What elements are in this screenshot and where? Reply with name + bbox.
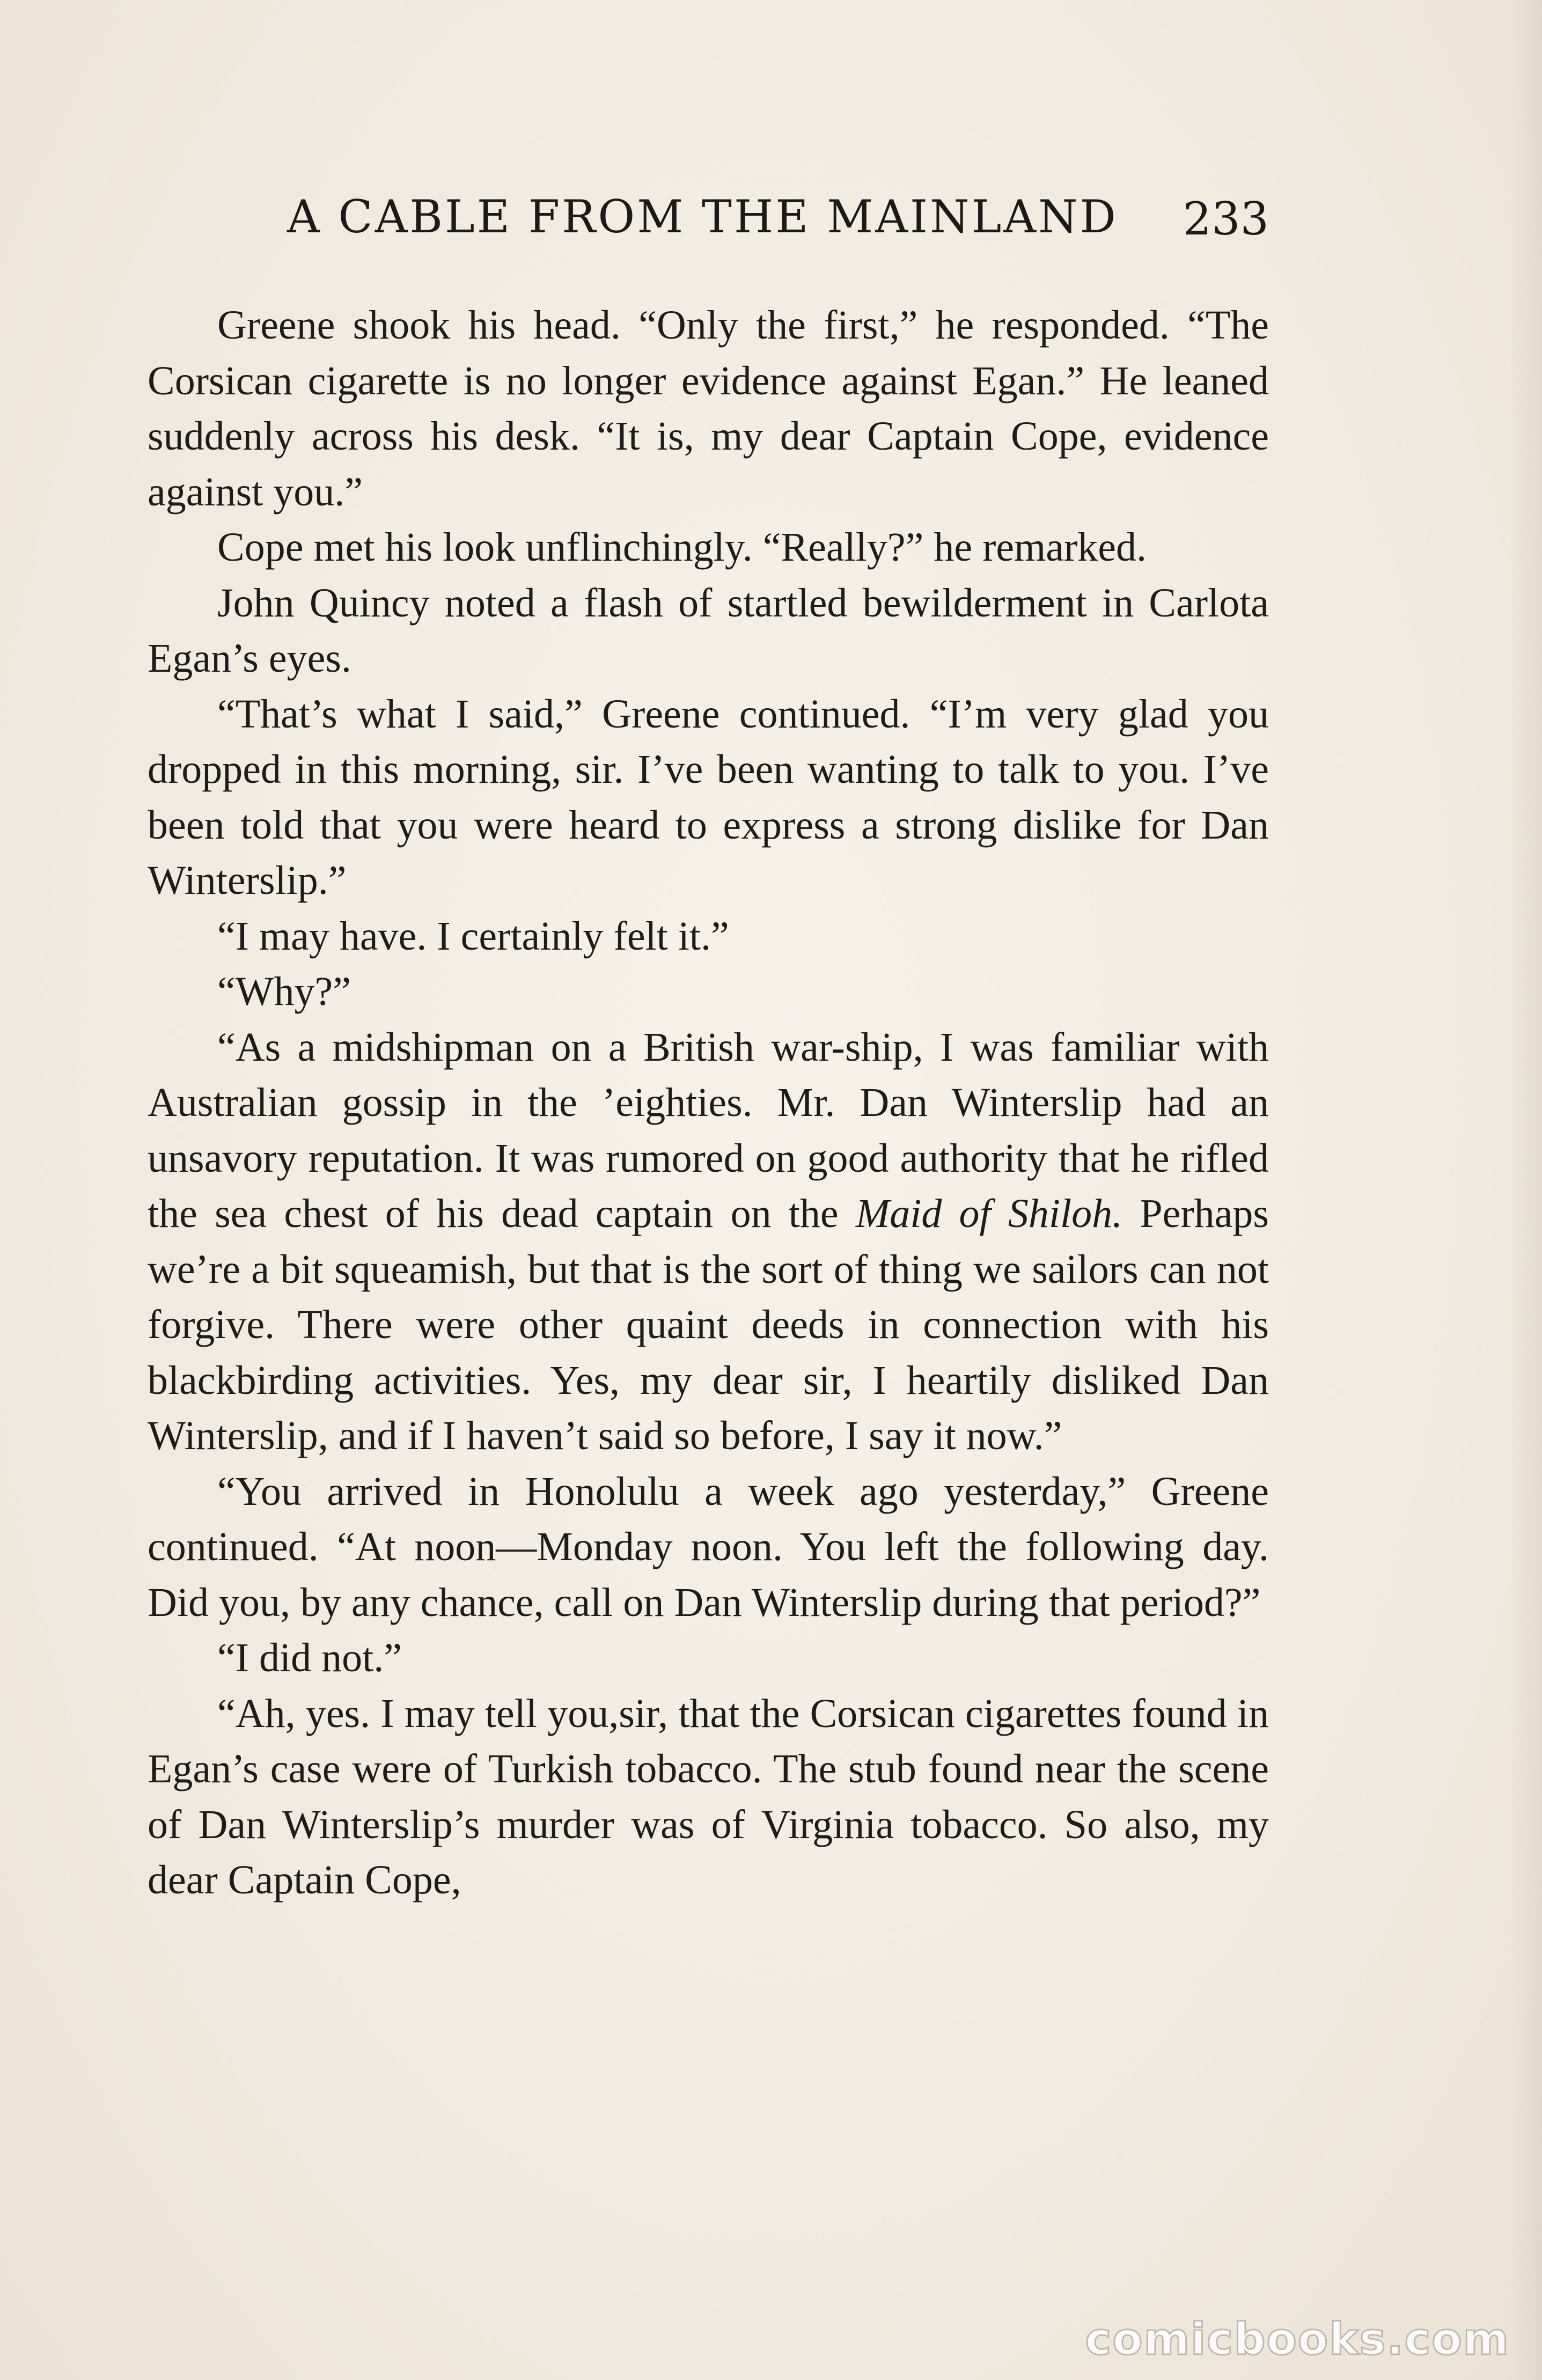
running-head: A CABLE FROM THE MAINLAND xyxy=(287,190,1118,243)
paragraph-text: “As a midshipman on a British war-ship, I was familiar with Australian gossip in the ’eighties. Mr. Dan Winterslip had an unsavory reputation. It was rumored on good authority that he rifled the sea chest of his dead captain on the xyxy=(148,1024,1269,1236)
paragraph: “I may have. I certainly felt it.” xyxy=(217,913,729,959)
paragraph: Cope met his look unflinchingly. “Really?” he remarked. xyxy=(217,525,1147,570)
paragraph-text: Perhaps we’re a bit squeamish, but that is the sort of thing we sailors can not forgive. There were other quaint deeds in connection with his blackbirding activities. Yes, my dear sir, I heartily disliked Dan Winterslip, and if I haven’t said so before, I say it now.” xyxy=(148,1191,1269,1458)
paragraph: Greene shook his head. “Only the first,” he responded. “The Corsican cigarette is no longer evidence against Egan.” He leaned suddenly across his desk. “It is, my dear Captain Cope, evidence against you.” xyxy=(148,303,1269,515)
paragraph xyxy=(148,1020,1269,1464)
body-text xyxy=(148,298,1269,1908)
watermark: comicbooks.com xyxy=(1085,2314,1510,2365)
paragraph: “That’s what I said,” Greene continued. “I’m very glad you dropped in this morning, sir. I’ve been wanting to talk to you. I’ve been told that you were heard to express a strong dislike for Dan Winterslip.” xyxy=(148,691,1269,903)
paragraph: “I did not.” xyxy=(217,1635,402,1680)
paragraph: “Why?” xyxy=(217,969,351,1014)
ship-name: Maid of Shiloh. xyxy=(855,1191,1123,1236)
page-edge-shadow xyxy=(1510,0,1542,2380)
paragraph: John Quincy noted a flash of startled bewilderment in Carlota Egan’s eyes. xyxy=(148,580,1269,681)
paragraph: “You arrived in Honolulu a week ago yesterday,” Greene continued. “At noon—Monday noon. You left the following day. Did you, by any chance, call on Dan Winterslip during that period?” xyxy=(148,1468,1269,1625)
page-header xyxy=(148,190,1269,249)
page-number: 233 xyxy=(1183,193,1269,245)
paragraph: “Ah, yes. I may tell you,sir, that the Corsican cigarettes found in Egan’s case were of Turkish tobacco. The stub found near the scene of Dan Winterslip’s murder was of Virginia tobacco. So also, my dear Captain Cope, xyxy=(148,1691,1269,1902)
